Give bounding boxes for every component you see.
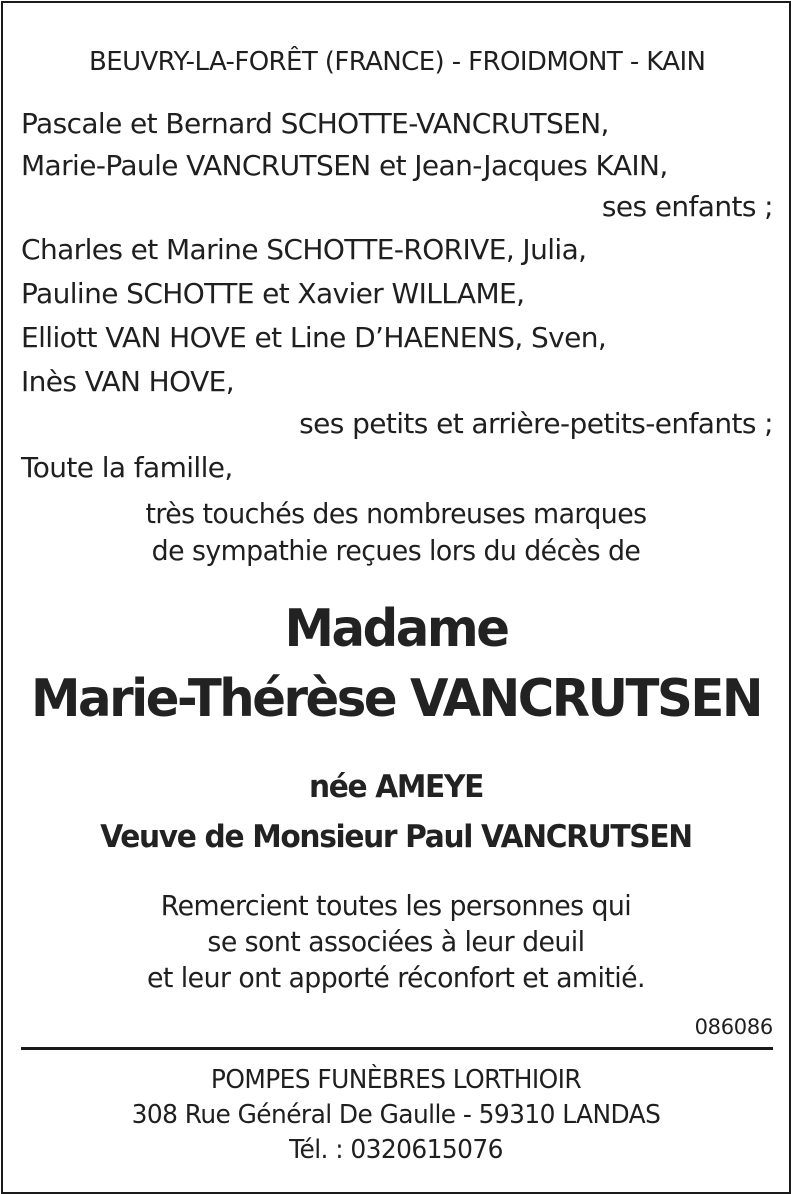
family-role-grandchildren: ses petits et arrière-petits-enfants ; [299, 407, 773, 440]
family-role-children: ses enfants ; [601, 190, 773, 223]
family-line-4: Pauline SCHOTTE et Xavier WILLAME, [21, 277, 525, 310]
location-header: BEUVRY-LA-FORÊT (FRANCE) - FROIDMONT - KAIN [89, 47, 706, 77]
family-line-7: Toute la famille, [21, 451, 233, 484]
funeral-home-phone: Tél. : 0320615076 [289, 1135, 503, 1165]
maiden-name: née AMEYE [308, 769, 484, 805]
deceased-name: Marie-Thérèse VANCRUTSEN [31, 669, 761, 729]
funeral-home-address: 308 Rue Général De Gaulle - 59310 LANDAS [131, 1100, 661, 1130]
family-line-3: Charles et Marine SCHOTTE-RORIVE, Julia, [21, 233, 587, 266]
funeral-home-name: POMPES FUNÈBRES LORTHIOIR [210, 1065, 582, 1095]
thanks-line-3: et leur ont apporté réconfort et amitié. [147, 961, 645, 994]
family-line-1: Pascale et Bernard SCHOTTE-VANCRUTSEN, [21, 107, 609, 140]
thanks-line-2: se sont associées à leur deuil [207, 925, 585, 958]
obituary-notice [1, 1, 791, 1194]
reference-number: 086086 [694, 1015, 773, 1039]
intro-line-1: très touchés des nombreuses marques [145, 497, 647, 530]
family-line-6: Inès VAN HOVE, [21, 365, 235, 398]
family-line-5: Elliott VAN HOVE et Line D’HAENENS, Sven, [21, 321, 607, 354]
thanks-line-1: Remercient toutes les personnes qui [160, 889, 632, 922]
intro-line-2: de sympathie reçues lors du décès de [151, 534, 641, 567]
family-line-2: Marie-Paule VANCRUTSEN et Jean-Jacques KAIN, [21, 149, 668, 182]
widow-line: Veuve de Monsieur Paul VANCRUTSEN [100, 819, 692, 855]
divider [21, 1047, 773, 1050]
deceased-title: Madame [284, 599, 508, 659]
